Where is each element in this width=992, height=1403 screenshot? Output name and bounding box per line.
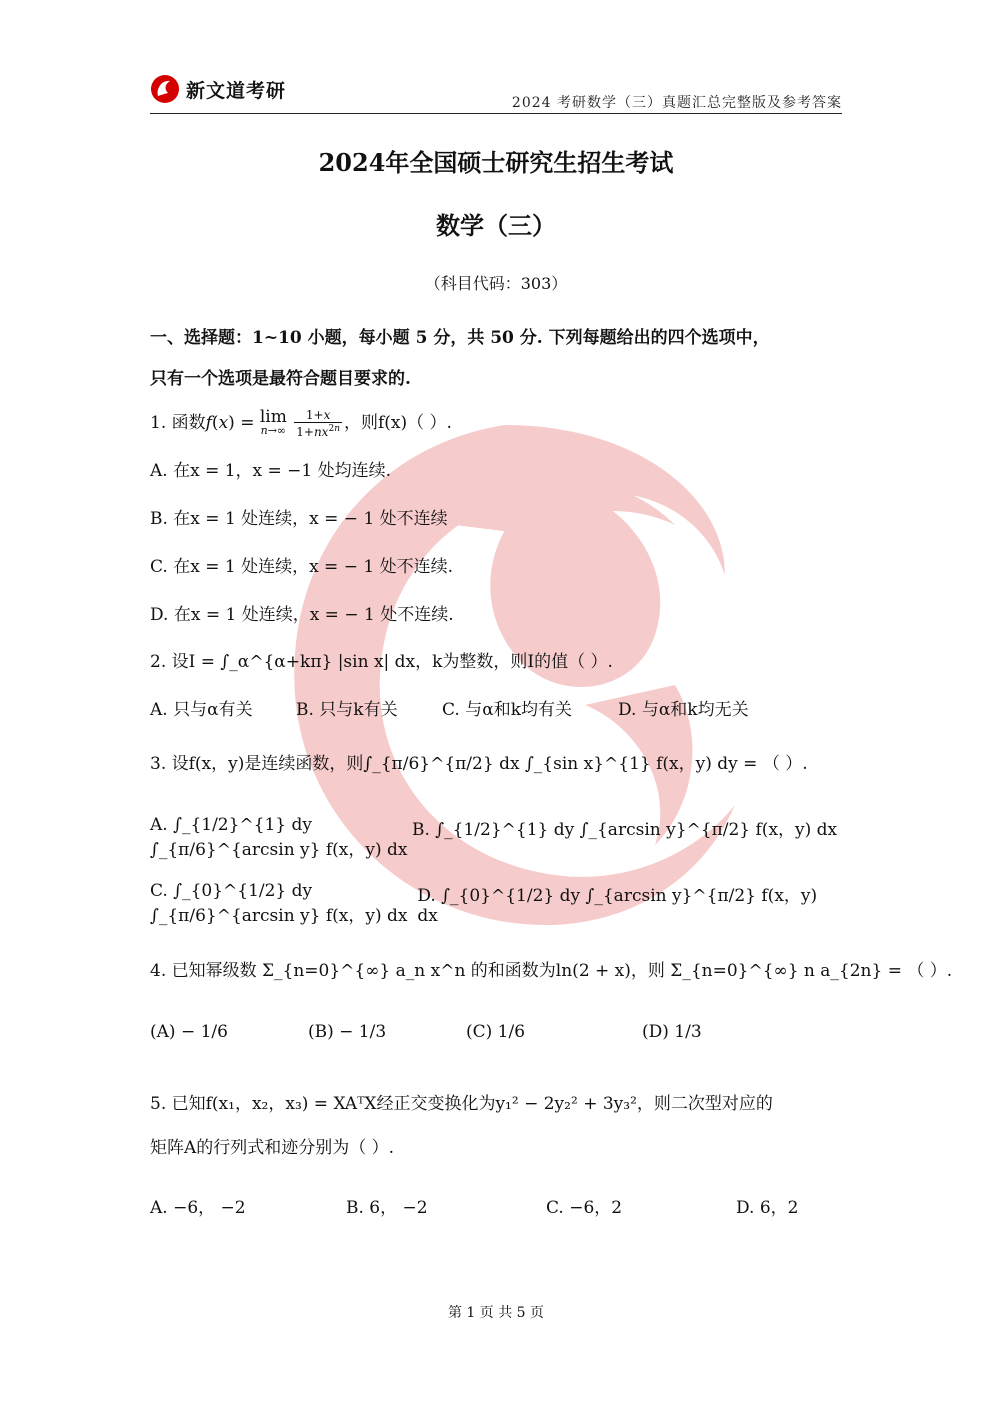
q4-option-b[interactable]: (B) − 1/3 — [308, 1022, 387, 1042]
q2-option-a[interactable]: A. 只与α有关 — [150, 700, 253, 720]
q5-option-b[interactable]: B. 6， −2 — [346, 1198, 428, 1218]
q5-option-a[interactable]: A. −6， −2 — [150, 1198, 246, 1218]
subject-title: 数学（三） — [436, 211, 556, 240]
q2-option-d[interactable]: D. 与α和k均无关 — [618, 700, 749, 720]
subject-code: （科目代码：303） — [424, 274, 568, 293]
q1-option-a[interactable]: A. 在x = 1，x = −1 处均连续. — [150, 461, 392, 481]
logo — [150, 74, 286, 104]
question-2-stem: 2. 设I = ∫_α^{α+kπ} |sin x| dx，k为整数，则I的值（ ）. — [150, 652, 613, 672]
q3-option-b[interactable]: B. ∫_{1/2}^{1} dy ∫_{arcsin y}^{π/2} f(x，y) dx — [412, 820, 838, 840]
question-5-stem-line1: 5. 已知f(x₁，x₂，x₃) = XAᵀX经正交变换化为y₁² − 2y₂² + 3y₃²，则二次型对应的 — [150, 1094, 773, 1114]
question-3-stem: 3. 设f(x，y)是连续函数，则∫_{π/6}^{π/2} dx ∫_{sin x}^{1} f(x，y) dy = （ ）. — [150, 754, 808, 774]
q1-option-d[interactable]: D. 在x = 1 处连续，x = − 1 处不连续. — [150, 605, 454, 625]
q4-options — [150, 1022, 842, 1042]
q1-fraction: $\frac{1+x}{1+nx^{2n}}$ — [296, 407, 340, 439]
logo-icon — [150, 74, 180, 104]
q4-option-a[interactable]: (A) − 1/6 — [150, 1022, 228, 1042]
q2-option-c[interactable]: C. 与α和k均有关 — [442, 700, 572, 720]
q4-option-d[interactable]: (D) 1/3 — [642, 1022, 702, 1042]
q1-option-c[interactable]: C. 在x = 1 处连续，x = − 1 处不连续. — [150, 557, 453, 577]
exam-title: 2024年全国硕士研究生招生考试 — [318, 148, 674, 177]
q1-suffix: ，则f(x)（ ）. — [343, 413, 452, 433]
header-divider — [150, 113, 842, 114]
q3-option-a[interactable]: A. ∫_{1/2}^{1} dy ∫_{π/6}^{arcsin y} f(x，y) dx — [150, 815, 408, 860]
q5-option-c[interactable]: C. −6，2 — [546, 1198, 623, 1218]
question-5-stem-line2: 矩阵A的行列式和迹分别为（ ）. — [150, 1138, 395, 1158]
q1-option-b[interactable]: B. 在x = 1 处连续，x = − 1 处不连续 — [150, 509, 448, 529]
page-number: 第 1 页 共 5 页 — [447, 1305, 545, 1321]
header-doc-title: 2024 考研数学（三）真题汇总完整版及参考答案 — [511, 95, 842, 111]
phoenix-watermark — [255, 405, 755, 945]
question-1-stem: 1. 函数f(x) = lim n→∞ $\frac{1+x}{1+nx^{2n}}$ ，则f(x)（ ）. — [150, 406, 452, 439]
q2-option-b[interactable]: B. 只与k有关 — [296, 700, 398, 720]
q2-options — [150, 695, 842, 720]
q1-prefix: 1. 函数 — [150, 413, 206, 433]
limit-symbol: lim n→∞ — [259, 406, 287, 437]
q3-option-c[interactable]: C. ∫_{0}^{1/2} dy ∫_{π/6}^{arcsin y} f(x，y) dx — [150, 881, 408, 926]
q3-options-row1 — [150, 815, 842, 860]
q4-option-c[interactable]: (C) 1/6 — [466, 1022, 526, 1042]
q5-options — [150, 1193, 842, 1218]
q5-option-d[interactable]: D. 6，2 — [736, 1198, 799, 1218]
question-4-stem: 4. 已知幂级数 Σ_{n=0}^{∞} a_n x^n 的和函数为ln(2 + x)，则 Σ_{n=0}^{∞} n a_{2n} = （ ）. — [150, 961, 953, 981]
section-heading-line2: 只有一个选项是最符合题目要求的. — [150, 369, 411, 389]
q3-option-d[interactable]: D. ∫_{0}^{1/2} dy ∫_{arcsin y}^{π/2} f(x，y) dx — [417, 886, 818, 926]
q3-options-row2 — [150, 881, 842, 926]
logo-text: 新文道考研 — [186, 79, 287, 102]
section-heading-line1: 一、选择题：1~10 小题，每小题 5 分，共 50 分. 下列每题给出的四个选项中， — [150, 328, 770, 348]
